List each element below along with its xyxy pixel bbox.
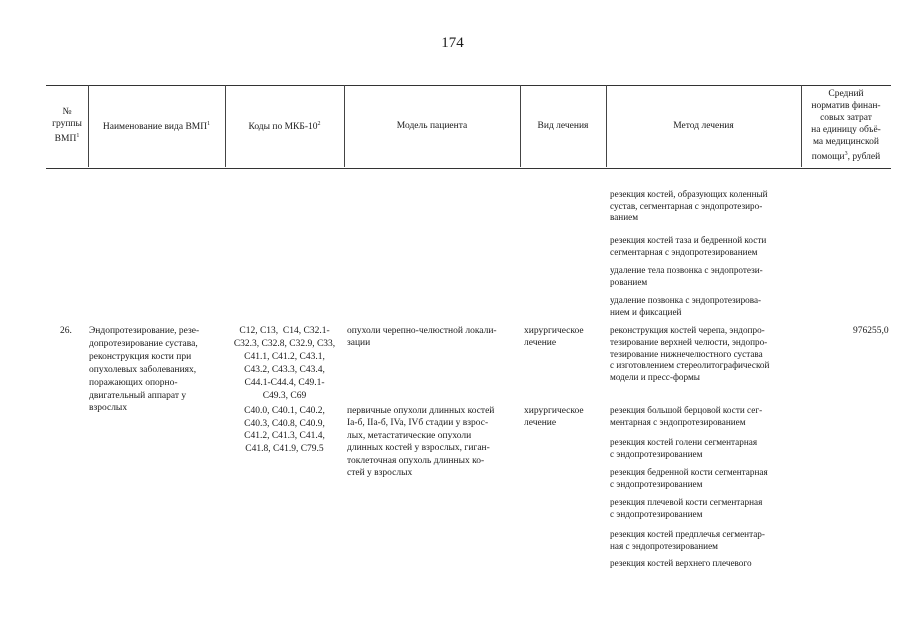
- method-item: резекция костей голени сегментарная с эндопротезированием: [610, 437, 758, 459]
- header-vmp-name: Наименование вида ВМП$^1$: [102, 121, 211, 133]
- header-treatment-type: Вид лечения: [537, 121, 589, 131]
- method-item: резекция плечевой кости сегментарная с эндопротезированием: [610, 497, 763, 519]
- icd-codes-cell: C40.0, C40.1, C40.2, C40.3, C40.8, C40.9, C41.2, C41.3, C41.4, C41.8, C41.9, C79.5: [244, 406, 325, 454]
- average-cost-value: 976255,0: [853, 326, 889, 336]
- method-item: резекция костей, образующих коленный сустав, сегментарная с эндопротезиро- ванием: [610, 189, 768, 222]
- header-patient-model: Модель пациента: [396, 121, 468, 131]
- patient-model-cell: опухоли черепно-челюстной локали- зации: [347, 326, 497, 349]
- method-item: реконструкция костей черепа, эндопро- тезирование верхней челюсти, эндопро- тезирование нижнечелюстного сустава с изготовлением стереолитографической модели и пресс-формы: [610, 325, 770, 383]
- treatment-type-cell: хирургическое лечение: [524, 406, 584, 429]
- page-number: 174: [441, 35, 464, 51]
- method-item: резекция большой берцовой кости сег- ментарная с эндопротезированием: [610, 405, 763, 427]
- header-icd-codes: Коды по МКБ-$10^2$: [248, 121, 321, 133]
- method-item: резекция костей верхнего плечевого: [610, 558, 752, 568]
- row-number: 26.: [60, 326, 72, 336]
- method-item: удаление позвонка с эндопротезирова- нием и фиксацией: [610, 295, 762, 317]
- method-item: удаление тела позвонка с эндопротези- рованием: [610, 265, 763, 287]
- vmp-name-cell: Эндопротезирование, резе- допротезирование сустава, реконструкция кости при опухолевых заболеваниях, поражающих опорно- двигательный аппарат у взрослых: [89, 326, 200, 414]
- method-item: резекция костей предплечья сегментар- ная с эндопротезированием: [610, 529, 765, 551]
- treatment-type-cell: хирургическое лечение: [524, 326, 584, 349]
- header-average-cost: Средний норматив финан- совых затрат на единицу объё- ма медицинской помощи$^3$, рублей: [811, 89, 881, 163]
- method-item: резекция костей таза и бедренной кости сегментарная с эндопротезированием: [610, 235, 767, 257]
- method-item: резекция бедренной кости сегментарная с эндопротезированием: [610, 467, 768, 489]
- icd-codes-cell: C12, C13, C14, C32.1- C32.3, C32.8, C32.9, C33, C41.1, C41.2, C43.1, C43.2, C43.3, C43.4, C44.1-C44.4, C49.1- C49.3, C69: [233, 326, 336, 401]
- header-group-number: № группы ВМП$^1$: [52, 107, 82, 145]
- header-treatment-method: Метод лечения: [673, 121, 734, 131]
- patient-model-cell: первичные опухоли длинных костей Ia-б, IIa-б, IVa, IVб стадии у взрос- лых, метастатические опухоли длинных костей у взрослых, гиган- токлеточная опухоль длинных ко- стей у взрослых: [347, 406, 495, 479]
